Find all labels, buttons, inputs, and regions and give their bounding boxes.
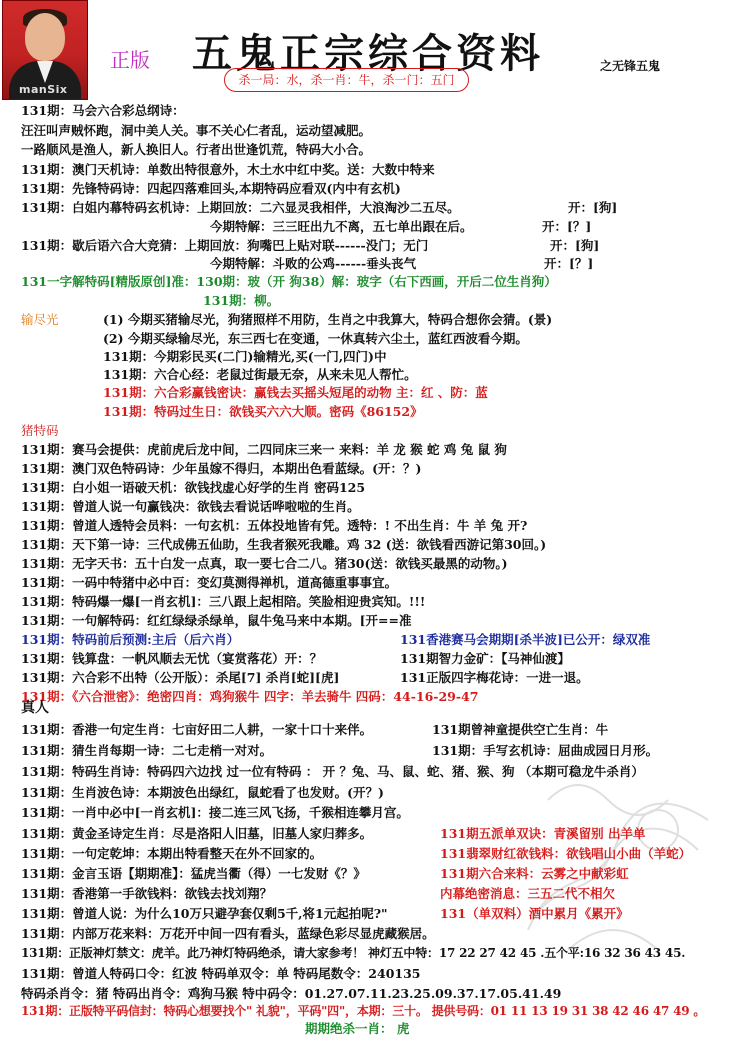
line-45: 131翡翠财红欲钱料：欲钱唱山小曲（羊蛇） bbox=[440, 846, 692, 861]
line-25: 131期：一码中特猪中必中百：变幻莫测得禅机，道高德重事事宜。 bbox=[21, 575, 398, 590]
line-39: 131期：特码生肖诗：特码四六边找 过一位有特码 ： 开 ？兔、马、鼠、蛇、猪、猴、狗 （本期可稳龙牛杀肖） bbox=[21, 764, 644, 779]
line-6: 131期：白姐内幕特码玄机诗：上期回放：二六显灵我相伴，大浪淘沙二五尽。 bbox=[21, 200, 460, 215]
line-31: 131期智力金矿：【马神仙渡】 bbox=[400, 651, 570, 666]
line-42: 131期：黄金圣诗定生肖：尽是洛阳人旧墓，旧墓人家归葬多。 bbox=[21, 826, 373, 841]
line-6-open: 开：[狗] bbox=[568, 200, 618, 215]
line-14: 131期：今期彩民买(二门)输精光,买(一门,四门)中 bbox=[103, 349, 387, 364]
line-13: (2) 今期买绿输尽光，东三西七在变通，一休真转六尘土，蓝红西波看今期。 bbox=[103, 331, 528, 346]
line-41: 131期：一肖中必中[一肖玄机]：接二连三风飞扬，千猴相连攀月宫。 bbox=[21, 805, 409, 820]
line-9-open: 开：[？] bbox=[544, 256, 594, 271]
line-47: 131期六合来料：云雾之中献彩虹 bbox=[440, 866, 629, 881]
line-55: 特码杀肖令：猪 特码出肖令：鸡狗马猴 特中码令：01.27.07.11.23.25.09.37.17.05.41.49 bbox=[21, 986, 562, 1001]
line-16: 131期：六合彩赢钱密诀：赢钱去买摇头短尾的动物 主：红 、防：蓝 bbox=[103, 385, 488, 400]
line-54: 131期：曾道人特码口令：红波 特码单双令：单 特码尾数令：240135 bbox=[21, 966, 421, 981]
line-22: 131期：曾道人透特会员料：一句玄机：五体投地皆有凭。透特：! 不出生肖：牛 羊 兔 开? bbox=[21, 518, 528, 533]
line-37: 131期：猜生肖每期一诗：二七走梢一对对。 bbox=[21, 743, 273, 758]
page-title: 五鬼正宗综合资料 bbox=[192, 30, 544, 77]
line-10: 131一字解特码[精版原创]准：130期：玻（开 狗38）解：玻字（右下西画，开后二位生肖狗） bbox=[21, 274, 557, 289]
line-8: 131期：歇后语六合大竞猜：上期回放：狗嘴巴上贴对联------没门；无门 bbox=[21, 238, 429, 253]
kill-line-badge: 杀一局：水，杀一肖：牛，杀一门：五门 bbox=[224, 68, 469, 92]
line-56: 131期：正版特平码信封：特码心想要找个" 礼貌"，平码"四"，本期：三十。 提供号码：01 11 13 19 31 38 42 46 47 49 。 bbox=[21, 1004, 706, 1018]
line-52: 131期：内部万花来料：万花开中间一四有看头，蓝绿色彩尽显虎藏猴居。 bbox=[21, 926, 435, 941]
line-38: 131期：手写玄机诗：屈曲成园日月形。 bbox=[432, 743, 659, 758]
line-48: 131期：香港第一手欲钱料：欲钱去找刘翔？ bbox=[21, 886, 273, 901]
line-27: 131期：一句解特码：红红绿绿杀绿单，鼠牛兔马来中本期。[开==准 bbox=[21, 613, 412, 628]
line-8-open: 开：[狗] bbox=[550, 238, 600, 253]
line-7-open: 开：[？] bbox=[542, 219, 592, 234]
page-subtitle: 之无锋五鬼 bbox=[600, 59, 661, 73]
line-44: 131期：一句定乾坤：本期出特看整天在外不回家的。 bbox=[21, 846, 323, 861]
avatar-face bbox=[25, 13, 65, 61]
line-4: 131期：澳门天机诗：单数出特很意外，木土水中红中奖。送：大数中特来 bbox=[21, 162, 435, 177]
line-43: 131期五派单双诀：青溪留别 出羊单 bbox=[440, 826, 646, 841]
line-26: 131期：特码爆一爆[一肖玄机]：三八跟上起相陪。笑脸相迎贵宾知。!!! bbox=[21, 594, 426, 609]
line-11: 131期：柳。 bbox=[203, 293, 280, 308]
line-7: 今期特解：三三旺出九不离，五七单出跟在后。 bbox=[210, 219, 473, 234]
line-18: 131期：赛马会提供：虎前虎后龙中间，二四同床三来一 来料：羊 龙 猴 蛇 鸡 兔 鼠 狗 bbox=[21, 442, 507, 457]
line-19: 131期：澳门双色特码诗：少年虽嫁不得归，本期出色看蓝绿。(开：？) bbox=[21, 461, 422, 476]
line-51: 131（单双料）酒中累月《累开》 bbox=[440, 906, 629, 921]
line-35: 131期：香港一句定生肖：七亩好田二人耕，一家十口十来伴。 bbox=[21, 722, 373, 737]
section-label-pig: 猪特码 bbox=[21, 423, 59, 438]
avatar bbox=[2, 0, 88, 100]
section-label-real: 真人 bbox=[21, 700, 49, 716]
line-49: 内幕绝密消息：三五二代不相欠 bbox=[440, 886, 616, 901]
line-24: 131期：无字天书：五十白发一点真，取一要七合二八。猪30(送：欲钱买最黑的动物。) bbox=[21, 556, 508, 571]
avatar-watermark: manSix bbox=[19, 83, 68, 96]
line-33: 131正版四字梅花诗：一进一退。 bbox=[400, 670, 589, 685]
line-9: 今期特解：斗败的公鸡------垂头丧气 bbox=[210, 256, 417, 271]
line-23: 131期：天下第一诗：三代成佛五仙助，生我者猴死我雕。鸡 32 (送：欲钱看西游记第30回。) bbox=[21, 537, 547, 552]
line-32: 131期：六合彩不出特（公开版）：杀尾[7] 杀肖[蛇][虎] bbox=[21, 670, 340, 685]
line-20: 131期：白小姐一语破天机：欲钱找虚心好学的生肖 密码125 bbox=[21, 480, 366, 495]
line-1: 131期：马会六合彩总纲诗： bbox=[21, 103, 185, 118]
edition-label: 正版 bbox=[110, 48, 150, 72]
line-34: 131期：《六合泄密》：绝密四肖：鸡狗猴牛 四字：羊去骑牛 四码：44-16-29-47 bbox=[21, 689, 479, 704]
line-28: 131期：特码前后预测:主后（后六肖） bbox=[21, 632, 240, 647]
line-2: 汪汪叫声贼怀跑，洞中美人关。事不关心仁者乱，运动望减肥。 bbox=[21, 123, 372, 138]
line-50: 131期：曾道人说：为什么10万只避孕套仅剩5千,将1元起拍呢?" bbox=[21, 906, 388, 921]
line-57: 期期绝杀一肖： 虎 bbox=[305, 1021, 410, 1036]
line-53: 131期：正版神灯禁文：虎羊。此乃神灯特码绝杀，请大家参考！ 神灯五中特：17 22 27 42 45 .五个平:16 32 36 43 45. bbox=[21, 946, 686, 960]
line-36: 131期曾神童提供空亡生肖：牛 bbox=[432, 722, 609, 737]
line-15: 131期：六合心经：老鼠过街最无奈，从来未见人帮忙。 bbox=[103, 367, 417, 382]
line-29: 131香港赛马会期期[杀半波]已公开：绿双准 bbox=[400, 632, 651, 647]
line-46: 131期：金言玉语【期期准】：猛虎当衢（得）一七发财《？》 bbox=[21, 866, 366, 881]
line-40: 131期：生肖波色诗：本期波色出绿红，鼠蛇看了也发财。(开？) bbox=[21, 785, 384, 800]
line-5: 131期：先锋特码诗：四起四落难回头,本期特码应看双(内中有玄机) bbox=[21, 181, 401, 196]
line-17: 131期：特码过生日：欲钱买六六大顺。密码《86152》 bbox=[103, 404, 423, 419]
section-label-lose: 输尽光 bbox=[21, 312, 59, 327]
line-30: 131期：钱算盘：一帆风顺去无忧（宴赏落花）开：？ bbox=[21, 651, 323, 666]
line-21: 131期：曾道人说一句赢钱决：欲钱去看说话哗啦啦的生肖。 bbox=[21, 499, 360, 514]
line-12: (1) 今期买猪输尽光，狗猪照样不用防，生肖之中我算大，特码合想你会猜。(景) bbox=[103, 312, 553, 327]
line-3: 一路顺风是渔人，新人换旧人。行者出世逢饥荒，特码大小合。 bbox=[21, 142, 372, 157]
